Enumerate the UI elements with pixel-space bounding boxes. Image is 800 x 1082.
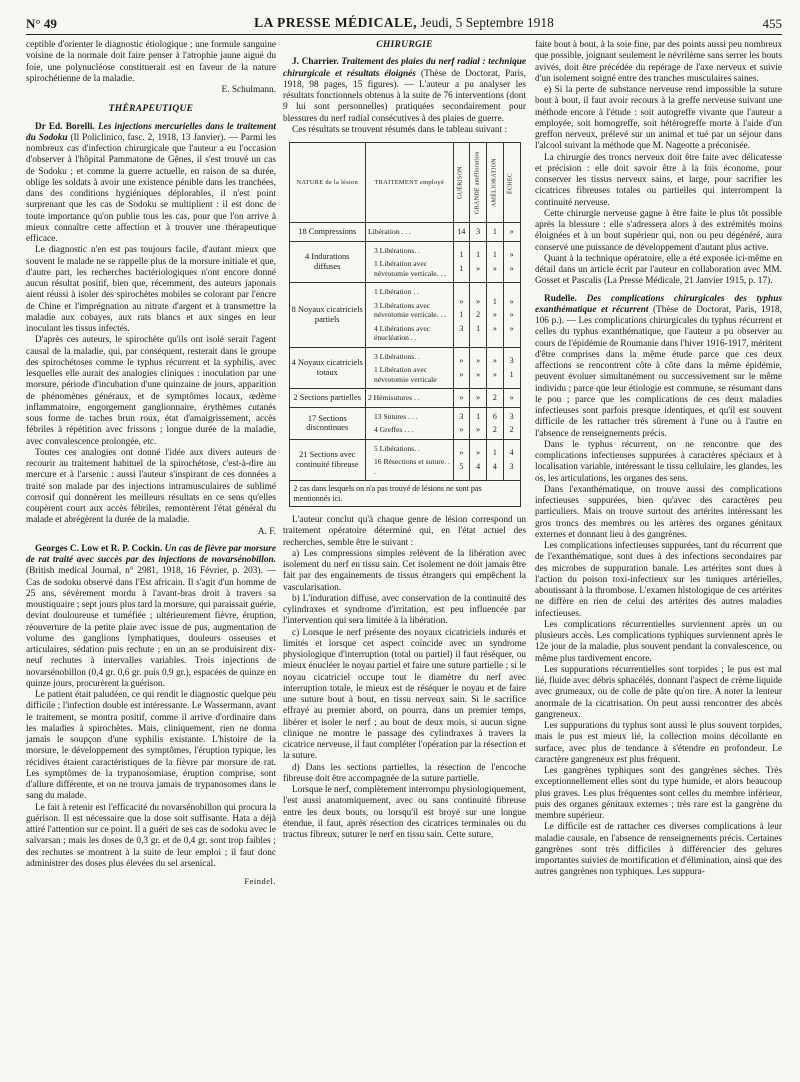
article-title: Des complications chirurgicales des typhus exanthématique et récurrent [535,293,782,315]
lesion-nature: 2 Sections partielles [289,389,365,408]
header-echec: ÉCHEC [503,143,520,223]
count-cell [503,223,520,242]
treatment-item: 16 Résections et suture. . . [373,457,450,476]
count-value: » [476,356,481,366]
count-value: » [476,393,481,402]
lesion-nature: 21 Sections avec continuité fibreuse [289,439,365,481]
count-cell [503,347,520,389]
count-value: 2 [492,393,497,402]
header-grande-amelioration: GRANDE amélioration [470,143,487,223]
issue-date: Jeudi, 5 Septembre 1918 [420,15,554,30]
count-cell [487,347,504,389]
paragraph: Toutes ces analogies ont donné l'idée aux divers auteurs de recourir au traitement habituel de la spirochétose, c'est-à-dire au mercure et à l'arsenic : aussi l'auteur s'inspirant de ces données a traité son malade par des injections intramusculaires de sublimé corrosif qui donnèrent les meilleurs résultats en ce sens qu'elles coupèrent court aux accès fébriles, remontèrent l'état général du malade et abrégèrent la durée de la maladie. [26,447,276,526]
count-cell [470,223,487,242]
count-cell [503,283,520,348]
paragraph: Les complications récurrentielles surviennent après un ou plusieurs accès. Les complications typhiques surviennent après le 12e jour de la maladie, plus souvent pendant la convalescence, ou même plus tardivement encore. [535,619,782,664]
count-cell [453,347,470,389]
count-cell [453,241,470,283]
count-value: 4 [509,448,514,458]
lesion-nature: 18 Compressions [289,223,365,242]
count-value: » [509,323,514,333]
paragraph: Quant à la technique opératoire, elle a été exposée ici-même en détail dans un article écrit par l'auteur en collaboration avec MM. Gosset et Pascalis (La Presse Médicale, 21 Janvier 1915, p. 17). [535,253,782,287]
signature: Feindel. [244,876,276,886]
paragraph: b) L'induration diffuse, avec conservation de la continuité des cylindraxes et syndrome d'irritation, est peu influencée par l'intervention qui sera limitée à la libération. [283,593,526,627]
paragraph: L'auteur conclut qu'à chaque genre de lésion correspond un traitement opératoire déterminé qui, en l'état actuel des recherches, semble être le suivant : [283,515,526,548]
treatment-cell [365,439,453,481]
count-value: » [459,393,464,402]
count-cell [470,241,487,283]
paragraph: Lorsque le nerf, complètement interrompu physiologiquement, l'est aussi anatomiquement, avec ou sans continuité fibreuse entre les deux bouts, ou lorsqu'il est broyé sur une longue étendue, il faut, après résection des cicatrices terminales ou du tractus fibreux, suturer le nerf en tissu sain. Cette suture, [283,785,526,840]
count-cell [470,407,487,439]
treatment-cell [365,389,453,408]
header-rule [26,34,782,35]
count-value: 1 [459,250,464,260]
table-footnote: 2 cas dans lesquels on n'a pas trouvé de lésions ne sont pas mentionnés ici. [289,481,520,507]
paragraph: D'après ces auteurs, le spirochète qu'ils ont isolé serait l'agent causal de la maladie, qui, par conséquent, resterait dans le groupe des spirochétoses comme le typhus récurrent et la syphilis, avec lesquelles elle aurait des analogies cliniques : inoculation par une morsure, période d'incubation d'une quinzaine de jours, apparition de phénomènes généraux, et de symptômes locaux, œdème inflammatoire, engorgement ganglionnaire, érythèmes cutanés sous forme de taches brun roux, état d'amaigrissement, accès fébriles à répétition avec frissons ; longue durée de la maladie, avec convalescence prolongée, etc. [26,335,276,447]
count-cell [503,407,520,439]
article-title: Un cas de fièvre par morsure de rat traité avec succès par des injections de novarsénobillon. [26,543,276,565]
count-cell [453,223,470,242]
treatment-cell [365,241,453,283]
count-value: 14 [457,227,466,236]
signature: A. F. [257,526,276,537]
table-row [289,439,520,481]
count-value: » [459,448,464,458]
page-number: 455 [762,16,782,31]
paragraph: Le difficile est de rattacher ces diverses complications à leur maladie causale, en l'absence de renseignements précis. Certaines gangrènes sont très difficiles à différencier des gelures importantes suivies de mortification et d'élimination, ainsi que des autres gangrènes non typhiques. Les suppura- [535,822,782,878]
paragraph: c) Lorsque le nerf présente des noyaux cicatriciels indurés et limités et lorsque cet aspect coïncide avec un syndrome physiologique d'interruption (total ou partiel) il faut réséquer, ou mieux énucléer le noyau partiel et faire une suture partielle ; si le noyau cicatriciel occupe tout le diamètre du nerf avec interruption totale, le mieux est de réséquer le noyau et de faire une suture bout à bout, en tissu nerveux sain. Si le sacrifice effrayé au premier abord, on pourra, dans un premier temps, libérer et isoler le nerf ; au bout de deux mois, si aucun signe clinique ne montre le passage des cylindraxes à travers la cicatrice nerveuse, il faut compléter l'opération par la résection et la suture. [283,627,526,762]
count-value: » [509,250,514,260]
issue-number: N° 49 [26,16,57,31]
count-cell [487,283,504,348]
count-value: 1 [459,310,464,319]
article-title: Les injections mercurielles dans le traitement du Sodoku [26,121,277,143]
count-value: 1 [492,448,497,458]
count-value: 6 [492,411,497,421]
count-value: » [492,356,497,366]
header-amelioration: AMÉLIORATION [487,143,504,223]
count-value: » [459,356,464,366]
count-value: » [509,263,514,273]
article-author: Rudelle. [544,293,577,304]
count-value: 4 [476,461,481,471]
count-value: 4 [492,461,497,471]
count-value: 1 [492,250,497,260]
count-value: 1 [492,227,497,236]
count-value: 2 [509,425,514,434]
count-value: » [459,425,464,434]
lesion-nature: 8 Noyaux cicatriciels partiels [289,283,365,348]
count-value: 3 [459,411,464,421]
table-row [289,241,520,283]
journal-title: LA PRESSE MÉDICALE, [254,15,418,30]
count-value: 3 [476,227,481,236]
article-author: Dr Ed. Borelli. [35,121,95,132]
paragraph: Les suppurations du typhus sont aussi le plus souvent torpides, mais le pus est mieux lié, la collection moins décollante en surface, avec plus de tendance à s'étendre en profondeur. Le caractère gangreneux est plus fréquent. [535,721,782,765]
paragraph: Dans l'exanthématique, on trouve aussi des complications infectieuses suppurées, bien qu'avec des caractères peu particuliers. Mais on trouve surtout des artérites intéressant les gros troncs des membres ou les artères des organes génitaux externes et donnant lieu à des gangrènes. [535,484,782,540]
treatment-cell [365,283,453,348]
count-value: 3 [509,461,514,471]
count-cell [487,223,504,242]
treatment-item: 1 Libération avec névrotomie verticale. . . [373,259,447,278]
count-value: » [476,263,481,273]
article-author: Georges C. Low et R. P. Cockin. [35,543,163,554]
paragraph: Le fait à retenir est l'efficacité du novarsénobillon qui procura la guérison. Il est nécessaire que la dose soit suffisante. Hata a déjà attiré l'attention sur ce point. Il a guéri de ses cas de sodoku avec le salvarsan ; mais les doses de 0,3 gr. et de 0,4 gr. sont trop faibles ; des rechutes se montrent à la suite de leur emploi ; il faut donc administrer des doses plus élevées du sel arsenical. [26,802,276,869]
column-right [535,40,782,879]
count-cell [470,347,487,389]
count-cell [503,439,520,481]
paragraph: Rudelle. Des complications chirurgicales des typhus exanthématique et récurrent (Thèse de Doctorat, Paris, 1918, 106 p.). — Les complications chirurgicales du typhus récurrent et celles du typhus exanthématique, que l'auteur a pu observer au cours de l'épidémie de Roumanie dans l'hiver 1916-1917, méritent d'être comprises dans la même étude parce que ces deux affections se rencontrent côte à côte dans la même épidémie, peuvent évoluer simultanément ou successivement sur le même individu ; parce que leur étiologie est commune, se résumant dans le pou ; parce que les complications de ces deux maladies infectieuses sont parfois presque identiques, et qu'il est souvent difficile de les rattacher très sûrement à l'une ou à l'autre en l'absence de renseignements précis. [535,293,782,439]
count-value: 1 [476,250,481,260]
table-row [289,283,520,348]
count-value: 1 [492,296,497,306]
paragraph: La chirurgie des troncs nerveux doit être faite avec délicatesse et précision : elle doit savoir être à la fois économe, pour conserver les tissus nerveux sains, et large, pour sacrifier les cicatrices fibreuses totales ou partielles qui interrompent la continuité nerveuse. [535,152,782,208]
count-value: 1 [459,263,464,273]
treatment-item: 3 Libérations. . [373,245,420,255]
lesion-nature: 4 Indurations diffuses [289,241,365,283]
paragraph: Cette chirurgie nerveuse gagne à être faite le plus tôt possible après la blessure : elle s'adressera alors à des extrémités moins éloignées et à un bout supérieur qui, non ou peu dégénéré, aura conservé une puissance de développement d'autant plus active. [535,208,782,253]
paragraph: Dr Ed. Borelli. Les injections mercurielles dans le traitement du Sodoku (Il Policlinico, fasc. 2, 1918, 13 Janvier). — Parmi les nombreux cas d'infection chirurgicale que l'auteur a eu l'occasion d'observer à l'hôpital Pammatone de Gênes, il s'est trouvé un cas de Sodoku ; et comme la guerre actuelle, en raison de sa durée, oblige les soldats à avoir une existence pénible dans les tranchées, dans des conditions hygiéniques déplorables, il n'est point surprenant que les cas de Sodoku se multiplient : il est donc de toute importance qu'on publie tous les cas, pour que l'on arrive à mieux connaître cette affection et à trouver une thérapeutique efficace. [26,121,277,244]
count-value: » [476,425,481,434]
signature: E. Schulmann. [221,85,276,95]
column-left [26,40,276,887]
count-value: » [459,369,464,379]
header-nature: NATURE de la lésion [289,143,365,223]
count-cell [453,407,470,439]
count-cell [470,389,487,408]
table-row [289,389,520,408]
paragraph: faite bout à bout, à la soie fine, par des points aussi peu nombreux que possible, joignant seulement le névrilème sans serrer les bouts avivés, doit être précédée du repérage de l'axe nerveux et suivie d'un isolement soigné entre des tranches musculaires saines. [535,40,782,84]
paragraph: a) Les compressions simples relèvent de la libération avec isolement du nerf en tissu sain. Cet isolement ne doit jamais être fait par des engainements de tissus étrangers qui empêchent la vascularisation. [283,548,526,593]
paragraph: Le diagnostic n'en est pas toujours facile, d'autant mieux que souvent le malade ne se rappelle plus de la morsure initiale et que, d'autre part, les recherches bactériologiques n'ont encore donné aucun résultat positif, bien que, récemment, des auteurs japonais aient réussi à isoler des spirochètes mobiles se colorant par l'encre de Chine et l'imprégnation au nitrate d'argent et à transmettre la maladie aux cobayes, aux rats blancs et aux singes en leur inoculant les tissus infectés. [26,245,276,334]
treatment-cell [365,223,453,242]
count-value: 5 [459,461,464,471]
count-cell [503,241,520,283]
count-value: 1 [476,323,481,333]
count-cell [487,241,504,283]
header-traitement: TRAITEMENT employé [365,143,453,223]
count-value: » [492,263,497,273]
treatment-item: 4 Greffes . . . [373,425,414,434]
count-value: 3 [459,323,464,333]
results-table [289,142,521,507]
treatment-item: 1 Libération . . [373,287,419,296]
count-cell [453,439,470,481]
article-author: J. Charrier. [292,57,339,68]
treatment-item: 5 Libérations. . [373,443,420,453]
journal-title-line [26,15,782,31]
paragraph: e) Si la perte de substance nerveuse rend impossible la suture bout à bout, il faut avoir recours à la greffe nerveuse suivant une méthode encore à l'étude : soit autogreffe vivante que l'auteur a employée, soit homogreffe, soit hétérogreffe morte à l'aide d'un greffon nerveux, prélevé sur un animal et tué par un séjour dans l'alcool suivant la méthode que M. Nageotte a préconisée. [535,85,782,152]
count-value: » [492,323,497,333]
treatment-item: 1 Libération avec névrotomie verticale [373,365,437,384]
treatment-cell [365,407,453,439]
count-cell [487,407,504,439]
paragraph: Dans le typhus récurrent, on ne rencontre que des complications infectieuses suppurées à caractères spéciaux et à localisation variable, intéressant le tissu cellulaire, les glandes, les os, les articulations, les organes des sens. [535,439,782,484]
count-cell [470,283,487,348]
treatment-item: 4 Libérations avec énucléation . . [373,323,431,342]
count-cell [470,439,487,481]
paragraph: Georges C. Low et R. P. Cockin. Un cas de fièvre par morsure de rat traité avec succès par des injections de novarsénobillon. (British medical Journal, n° 2981, 1918, 16 Février, p. 203). — Cas de sodoku observé dans l'Est africain. Il s'agit d'un homme de 25 ans, sévèrement mordu à l'avant-bras droit à travers sa moustiquaire ; sept jours plus tard la morsure, qui paraissait guérie, devint douloureuse et tuméfiée ; ultérieurement fièvre, éruption, réouverture de la petite plaie avec issue de pus, augmentation de volume des ganglions lymphatiques, douleurs osseuses et articulaires, sédation puis rechute ; en un an se produisirent dix-neuf rechutes à intervalles variables. Trois injections de novarsénobillon (0,4 gr. 0,6 gr. puis 0,9 gr.), espacées de quinze en quinze jours, procurèrent la guérison. [26,543,276,689]
count-value: » [476,296,481,306]
table-row [289,347,520,389]
header-guerison: GUÉRISON [453,143,470,223]
treatment-item: Libération . . . [367,227,412,236]
treatment-item: 2 Hémisutures . . [367,393,420,402]
paragraph: Les suppurations récurrentielles sont torpides ; le pus est mal lié, fluide avec débris sphacélés, donnant l'aspect de crème liquide avec grumeaux, ou de colle de pâte qu'on tire. A noter la lenteur anormale de la cicatrisation. On peut aussi rencontrer des abcès gangreneux. [535,664,782,720]
paragraph: Les gangrènes typhiques sont des gangrènes sèches. Très exceptionnellement elles sont du type humide, et alors beaucoup plus graves. Les plus fréquentes sont celles du membre inférieur, puis des organes génitaux externes ; très rare est la gangrène du membre supérieur. [535,766,782,821]
count-value: 1 [476,411,481,421]
section-heading: CHIRURGIE [376,40,433,50]
paragraph: d) Dans les sections partielles, la résection de l'encoche fibreuse doit être accompagnée de la suture partielle. [283,762,526,784]
count-cell [453,389,470,408]
paragraph: J. Charrier. Traitement des plaies du nerf radial : technique chirurgicale et résultats éloignés (Thèse de Doctorat, Paris, 1918, 98 pages, 15 figures). — L'auteur a pu analyser les résultats fonctionnels obtenus à la suite de 76 interventions (dont 9 lui sont personnelles) pratiquées secondairement pour blessures du nerf radial consécutives à des plaies de guerre. [283,57,527,124]
count-value: 1 [509,369,514,379]
count-cell [487,389,504,408]
treatment-cell [365,347,453,389]
count-value: 3 [509,356,514,366]
count-value: » [509,393,514,402]
article-title: Traitement des plaies du nerf radial : technique chirurgicale et résultats éloignés [283,57,527,79]
count-value: » [476,448,481,458]
treatment-item: 3 Libérations avec névrotomie verticale. . . [373,300,447,319]
count-cell [487,439,504,481]
treatment-item: 13 Sutures . . . [373,411,418,421]
count-value: » [492,369,497,379]
count-value: 2 [492,425,497,434]
treatment-item: 3 Libérations. . [373,351,420,361]
count-value: » [492,310,497,319]
count-value: » [509,310,514,319]
count-value: » [459,296,464,306]
section-heading: THÉRAPEUTIQUE [108,104,194,115]
paragraph: Les complications infectieuses suppurées, tant du récurrent que de l'exanthématique, sont dues à des infections secondaires par des microbes de suppuration banale. Les artérites sont dues à l'action du poison toxi-infectieux sur les tuniques artérielles, aboutissant à la thrombose. L'examen histologique de ces artérites ne diffère en rien de celui des artérites des autres maladies infectieuses. [535,541,782,619]
paragraph: ceptible d'orienter le diagnostic étiologique ; une formule sanguine voisine de la normale doit faire penser à l'atrophie jaune aiguë du foie, une polynucléose constituerait est en faveur de la nature spirochétienne de la maladie. [26,40,276,84]
page-header [26,14,782,36]
count-value: 3 [509,411,514,421]
table-row [289,223,520,242]
paragraph: Le patient était paludéen, ce qui rendit le diagnostic quelque peu difficile ; l'infection double est intéressante. Le Wassermann, avant le traitement, se montra positif, comme il arrive d'ordinaire dans les maladies à spirochètes. Mais, cliniquement, rien ne donna jamais le soupçon d'une syphilis existante. L'histoire de la morsure, le développement des symptômes, l'éruption typique, les récidives étaient caractéristiques de la fièvre par morsure de rat. Les symptômes de la trypanosomiase, éruption comprise, sont d'allure différente, et on ne trouva jamais de trypanosomes dans le sang du malade. [26,690,276,802]
count-cell [503,389,520,408]
column-middle [283,40,526,841]
lesion-nature: 17 Sections discontinues [289,407,365,439]
count-value: » [509,227,514,236]
table-row [289,407,520,439]
count-cell [453,283,470,348]
lesion-nature: 4 Noyaux cicatriciels totaux [289,347,365,389]
count-value: » [476,369,481,379]
count-value: » [509,296,514,306]
count-value: 2 [476,310,481,319]
paragraph: Ces résultats se trouvent résumés dans le tableau suivant : [292,124,508,135]
